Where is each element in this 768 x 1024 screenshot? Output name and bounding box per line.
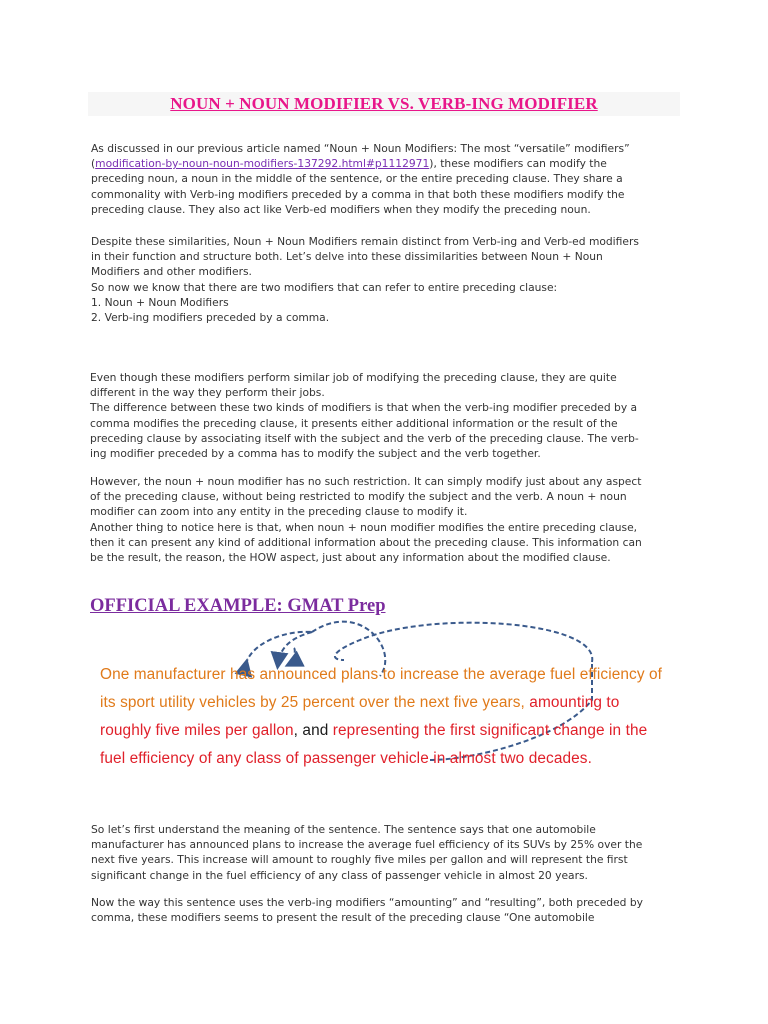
text-line: significant change in the fuel efficiency of any class of passenger vehicle in almost 20 years.: [91, 868, 588, 882]
text-line: different in the way they perform their jobs.: [90, 386, 325, 400]
example-line-1: One manufacturer has announced plans to increase the average fuel efficiency of: [100, 666, 663, 683]
example-fragment: roughly five miles per gallon: [100, 722, 294, 739]
example-fragment: amounting to: [524, 694, 620, 711]
example-line-4: fuel efficiency of any class of passenger vehicle in almost two decades.: [100, 750, 592, 767]
text-line: Another thing to notice here is that, when noun + noun modifier modifies the entire preceding clause,: [90, 520, 638, 534]
text-line: However, the noun + noun modifier has no such restriction. It can simply modify just about any aspect: [90, 475, 642, 488]
text-line: ing modifier preceded by a comma has to modify the subject and the verb together.: [90, 447, 541, 461]
intro-paragraph: [91, 141, 681, 217]
text-line: then it can present any kind of additional information about the preceding clause. This information can: [90, 535, 642, 549]
text-line: commonality with Verb-ing modifiers preceded by a comma in that both these modifiers modify the: [91, 187, 625, 201]
analysis-paragraph: [91, 895, 681, 925]
list-item: 1. Noun + Noun Modifiers: [91, 295, 229, 309]
text-line: be the result, the reason, the HOW aspect, just about any information about the modified clause.: [90, 551, 611, 565]
meaning-paragraph: [91, 822, 681, 883]
list-item: 2. Verb-ing modifiers preceded by a comma.: [91, 311, 330, 325]
text-line: [91, 156, 681, 171]
text-line: Now the way this sentence uses the verb-ing modifiers “amounting” and “resulting”, both preceded by: [91, 896, 643, 909]
text-line: in their function and structure both. Let’s delve into these dissimilarities between Noun + Noun: [91, 250, 603, 264]
example-fragment: , and: [293, 722, 333, 739]
text-line: comma, these modifiers seems to present the result of the preceding clause “One automobile: [91, 911, 595, 925]
text-line: preceding clause by associating itself with the subject and the verb of the preceding clause. The verb-: [90, 431, 639, 445]
text-fragment: (: [91, 157, 96, 171]
example-fragment: representing the first significant change in the: [332, 722, 648, 739]
text-line: modifier can zoom into any entity in the preceding clause to modify it.: [90, 505, 468, 519]
text-line: of the preceding clause, without being restricted to modify the subject and the verb. A noun + noun: [90, 490, 627, 504]
example-heading: OFFICIAL EXAMPLE: GMAT Prep: [90, 596, 386, 616]
arrow-representing: [335, 623, 592, 662]
text-line: comma modifies the preceding clause, it presents either additional information or the result of the: [90, 416, 618, 430]
difference-paragraph: [90, 370, 680, 461]
arrow-amounting-head: [278, 632, 312, 664]
similarities-paragraph: [91, 234, 681, 325]
text-line: next five years. This increase will amount to roughly five miles per gallon and will represent the first: [91, 853, 628, 867]
example-fragment: its sport utility vehicles by 25 percent over the next five years,: [100, 694, 525, 711]
text-fragment: ), these modifiers can modify the: [429, 157, 607, 171]
arrow-from-announced: [246, 632, 312, 664]
text-line: So let’s first understand the meaning of the sentence. The sentence says that one automobile: [91, 823, 596, 836]
arrow-representing-head: [290, 648, 295, 664]
text-line: preceding clause. They also act like Verb-ed modifiers when they modify the preceding noun.: [91, 202, 591, 216]
text-line: So now we know that there are two modifiers that can refer to entire preceding clause:: [91, 280, 558, 294]
article-link[interactable]: modification-by-noun-noun-modifiers-137292.html#p1112971: [95, 157, 430, 171]
text-line: Even though these modifiers perform similar job of modifying the preceding clause, they are quite: [90, 371, 617, 384]
text-line: As discussed in our previous article named “Noun + Noun Modifiers: The most “versatile” modifiers”: [91, 142, 630, 155]
noun-noun-paragraph: [90, 474, 680, 565]
text-line: Despite these similarities, Noun + Noun Modifiers remain distinct from Verb-ing and Verb-ed modifiers: [91, 235, 639, 248]
text-line: The difference between these two kinds of modifiers is that when the verb-ing modifier preceded by a: [90, 401, 638, 415]
text-line: Modifiers and other modifiers.: [91, 265, 252, 279]
text-line: preceding noun, a noun in the middle of the sentence, or the entire preceding clause. They share a: [91, 172, 623, 186]
example-line-2: [100, 694, 619, 712]
text-line: manufacturer has announced plans to increase the average fuel efficiency of its SUVs by 25% over the: [91, 838, 643, 852]
page-title: NOUN + NOUN MODIFIER VS. VERB-ING MODIFIER: [170, 94, 598, 113]
example-line-3: [100, 722, 647, 740]
